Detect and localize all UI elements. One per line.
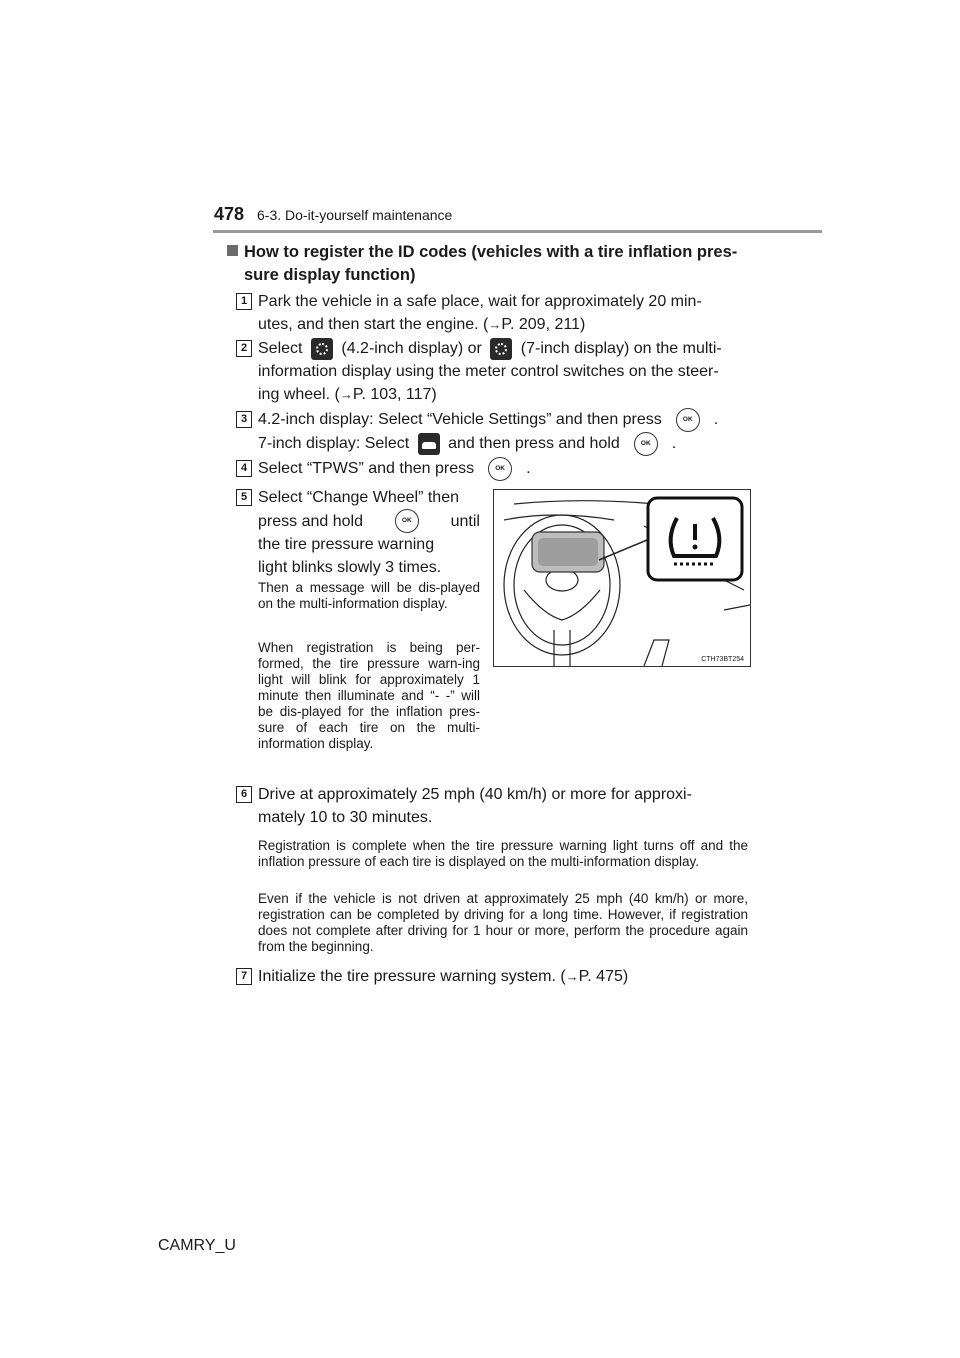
step-4-text: Select “TPWS” and then press OK . bbox=[258, 457, 531, 481]
figure-code: CTH73BT254 bbox=[701, 656, 744, 663]
steering-wheel-illustration bbox=[494, 490, 750, 666]
step-6-text: Drive at approximately 25 mph (40 km/h) or more for approxi- mately 10 to 30 minutes. bbox=[258, 786, 692, 826]
settings-gear-icon bbox=[490, 338, 512, 360]
step-2-text: Select (4.2-inch display) or (7-inch display) on the multi- information display using the meter control switches on the steer- ing wheel. (→P. 103, 117) bbox=[258, 337, 748, 406]
settings-gear-icon bbox=[311, 338, 333, 360]
ref-arrow-icon: → bbox=[488, 317, 502, 332]
step-7-text: Initialize the tire pressure warning system. (→P. 475) bbox=[258, 968, 629, 985]
step-5-text: Select “Change Wheel” then press and hold OK until the tire pressure warning light blinks slowly 3 times. bbox=[258, 489, 480, 576]
step-3-text: 4.2-inch display: Select “Vehicle Settings” and then press OK . 7-inch display: Select and then press and hold OK . bbox=[258, 408, 748, 456]
step-number-4: 4 bbox=[236, 460, 252, 477]
step-5-note-1: Then a message will be dis-played on the multi-information display. bbox=[258, 580, 480, 611]
header-rule bbox=[213, 230, 822, 233]
step-number-7: 7 bbox=[236, 968, 252, 985]
vehicle-settings-icon bbox=[418, 433, 440, 455]
ok-button-icon: OK bbox=[488, 457, 512, 481]
step-1-text: Park the vehicle in a safe place, wait for approximately 20 min- utes, and then start the engine. (→P. 209, 211) bbox=[258, 293, 702, 333]
footer-model-code: CAMRY_U bbox=[158, 1237, 236, 1254]
step-number-3: 3 bbox=[236, 411, 252, 428]
section-title: 6-3. Do-it-yourself maintenance bbox=[257, 207, 453, 223]
step-number-5: 5 bbox=[236, 489, 252, 506]
step-6-note-2: Even if the vehicle is not driven at approximately 25 mph (40 km/h) or more, registration can be completed by driving for a long time. However, if registration does not complete after driving for 1 hour or more, perform the procedure again from the beginning. bbox=[258, 891, 748, 954]
ok-button-icon: OK bbox=[634, 432, 658, 456]
dashboard-figure bbox=[493, 489, 751, 667]
ref-arrow-icon: → bbox=[339, 387, 353, 402]
ok-button-icon: OK bbox=[676, 408, 700, 432]
step-number-2: 2 bbox=[236, 340, 252, 357]
procedure-heading: How to register the ID codes (vehicles with a tire inflation pres- sure display function) bbox=[227, 241, 752, 287]
ref-arrow-icon: → bbox=[565, 969, 579, 984]
step-number-1: 1 bbox=[236, 293, 252, 310]
ok-button-icon: OK bbox=[395, 509, 419, 533]
step-5-note-2: When registration is being per-formed, the tire pressure warn-ing light will blink for approximately 1 minute then illuminate and “- -” will be dis-played for the inflation pres-sure of each tire on the multi-information display. bbox=[258, 640, 480, 751]
step-number-6: 6 bbox=[236, 786, 252, 803]
heading-bullet-icon bbox=[227, 245, 238, 256]
tire-pressure-warning-icon bbox=[648, 498, 742, 580]
page-number: 478 bbox=[214, 204, 245, 224]
step-6-note-1: Registration is complete when the tire pressure warning light turns off and the inflation pressure of each tire is displayed on the multi-information display. bbox=[258, 838, 748, 869]
